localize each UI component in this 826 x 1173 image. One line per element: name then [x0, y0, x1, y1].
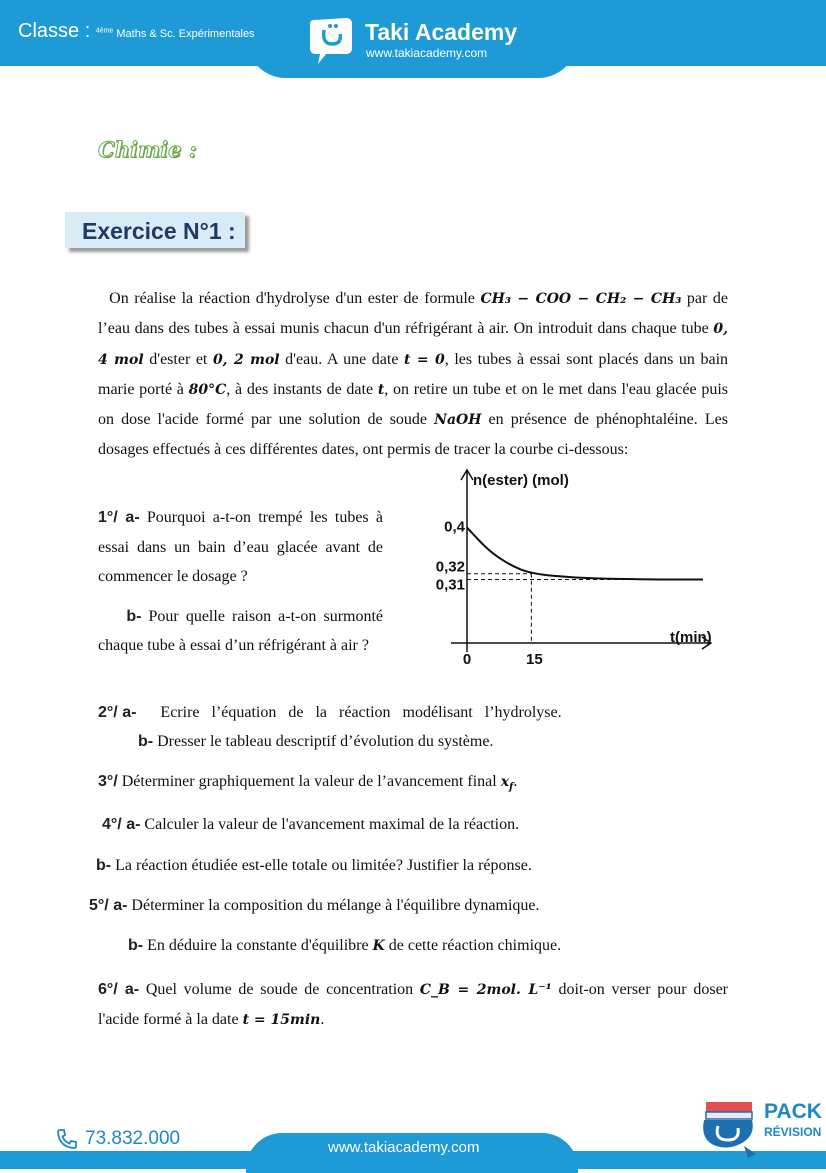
- pack-label: PACK: [764, 1100, 822, 1123]
- q6: 6°/ a- Quel volume de soude de concentration C_B = 2mol. L⁻¹ doit-on verser pour doser l'acide formé à la date t = 15min.: [98, 981, 728, 1028]
- q1b-number: b-: [126, 607, 142, 625]
- chart-layer: [436, 519, 703, 668]
- class-label: [18, 20, 255, 43]
- q5a: 5°/ a- Déterminer la composition du mélange à l'équilibre dynamique.: [89, 897, 540, 914]
- y-tick-label: 0,32: [435, 558, 465, 576]
- x-tick-label: 0: [462, 651, 472, 668]
- brand-url[interactable]: www.takiacademy.com: [366, 46, 488, 60]
- footer-url[interactable]: www.takiacademy.com: [328, 1139, 480, 1156]
- intro-paragraph: On réalise la réaction d'hydrolyse d'un ester de formule CH₃ − COO − CH₂ − CH₃ par de l’eau dans des tubes à essai munis chacun d'un réfrigérant à air. On introduit dans chaque tube 0, 4 mol d'ester et 0, 2 mol d'eau. A une date t = 0, les tubes à essai sont placés dans un bain marie porté à 80°C, à des instants de date t, on retire un tube et on le met dans l'eau glacée puis on dose l'acide formé par une solution de soude NaOH en présence de phénophtaléine. Les dosages effectués à ces différentes dates, ont permis de tracer la courbe ci-dessous:: [98, 290, 729, 459]
- y-tick-label: 0,4: [444, 518, 465, 536]
- q4b: b- La réaction étudiée est-elle totale ou limitée? Justifier la réponse.: [96, 857, 532, 874]
- taki-logo-icon: [308, 14, 356, 68]
- phone-icon: [55, 1127, 79, 1151]
- section-title: Chimie :: [98, 137, 197, 162]
- class-level: $^{4ème}$ Maths & Sc. Expérimentales: [95, 27, 255, 40]
- y-tick-label: 0,31: [435, 576, 465, 594]
- x-tick-label: 15: [526, 651, 543, 668]
- q3: 3°/ Déterminer graphiquement la valeur de l’avancement final $x_f$.: [98, 773, 518, 794]
- q2a: 2°/ a- Ecrire l’équation de la réaction modélisant l’hydrolyse.: [98, 704, 562, 721]
- classe-word: Classe :: [18, 20, 91, 42]
- exercise-title: Exercice N°1 :: [82, 218, 236, 244]
- question-1: 1°/ a- Pourquoi a-t-on trempé les tubes à essai dans un bain d’eau glacée avant de commencer le dosage ? b- Pour quelle raison a-t-on surmonté chaque tube à essai d’un réfrigérant à air ?: [98, 509, 384, 654]
- q4a: 4°/ a- Calculer la valeur de l'avancement maximal de la réaction.: [102, 816, 520, 833]
- ester-graph: [415, 466, 715, 676]
- q5b: b- En déduire la constante d'équilibre K de cette réaction chimique.: [128, 937, 562, 954]
- x-axis-label: t(min): [670, 629, 712, 646]
- q2b: b- Dresser le tableau descriptif d’évolution du système.: [138, 733, 494, 750]
- brand-name[interactable]: Taki Academy: [365, 19, 518, 45]
- y-axis-label: n(ester) (mol): [473, 472, 569, 489]
- phone-number[interactable]: 73.832.000: [85, 1128, 181, 1149]
- series-line-n-ester: [467, 528, 703, 580]
- q1a-number: 1°/ a-: [98, 509, 140, 526]
- pack-revision-icon: [700, 1096, 758, 1160]
- revision-label: RÉVISION: [764, 1125, 822, 1139]
